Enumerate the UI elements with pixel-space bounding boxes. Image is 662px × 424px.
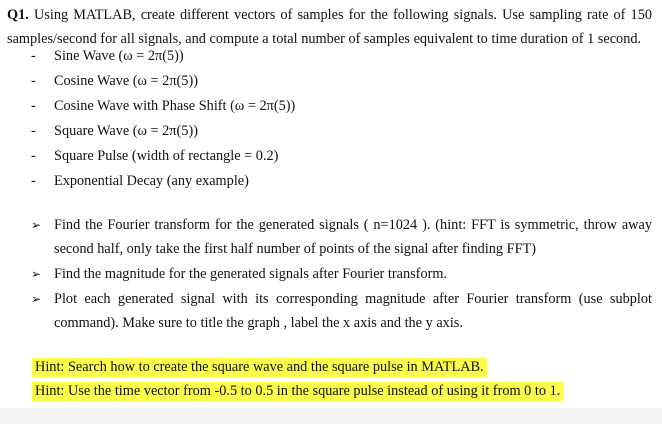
signal-label: Sine Wave (ω = 2π(5)) bbox=[54, 48, 184, 64]
dash-bullet: - bbox=[31, 48, 36, 64]
signal-label: Cosine Wave (ω = 2π(5)) bbox=[54, 73, 198, 89]
arrow-bullet-icon: ➢ bbox=[31, 292, 42, 306]
task-text: Plot each generated signal with its corresponding magnitude after Fourier transform (use subplot command). Make sure to title the graph , label the x axis and the y axis. bbox=[54, 291, 652, 331]
signal-item bbox=[0, 69, 662, 94]
signal-label: Square Wave (ω = 2π(5)) bbox=[54, 123, 198, 139]
signal-item bbox=[0, 144, 662, 169]
bottom-margin bbox=[0, 408, 662, 424]
dash-bullet: - bbox=[31, 98, 36, 114]
signal-item bbox=[0, 119, 662, 144]
dash-bullet: - bbox=[31, 73, 36, 89]
hint-square-wave: Hint: Search how to create the square wave and the square pulse in MATLAB. bbox=[32, 358, 487, 377]
task-text: Find the magnitude for the generated signals after Fourier transform. bbox=[54, 266, 448, 282]
dash-bullet: - bbox=[31, 123, 36, 139]
signal-label: Exponential Decay (any example) bbox=[54, 173, 249, 189]
arrow-bullet-icon: ➢ bbox=[31, 218, 42, 232]
signal-item bbox=[0, 44, 662, 69]
dash-bullet: - bbox=[31, 173, 36, 189]
dash-bullet: - bbox=[31, 148, 36, 164]
hint-time-vector: Hint: Use the time vector from -0.5 to 0.5 in the square pulse instead of using it from 0 to 1. bbox=[32, 382, 563, 401]
question-text: Using MATLAB, create different vectors of samples for the following signals. Use sampling rate of 150 samples/second for all signals, and compute a total number of samples equivalent to time duration of 1 second. bbox=[7, 7, 653, 47]
signal-item bbox=[0, 94, 662, 119]
signal-item bbox=[0, 169, 662, 194]
task-text: Find the Fourier transform for the generated signals ( n=1024 ). (hint: FFT is symmetric, throw away second half, only take the first half number of points of the signal after finding FFT) bbox=[54, 217, 652, 257]
signal-label: Square Pulse (width of rectangle = 0.2) bbox=[54, 148, 279, 164]
signal-label: Cosine Wave with Phase Shift (ω = 2π(5)) bbox=[54, 98, 296, 114]
arrow-bullet-icon: ➢ bbox=[31, 267, 42, 281]
question-number: Q1. bbox=[7, 7, 29, 23]
